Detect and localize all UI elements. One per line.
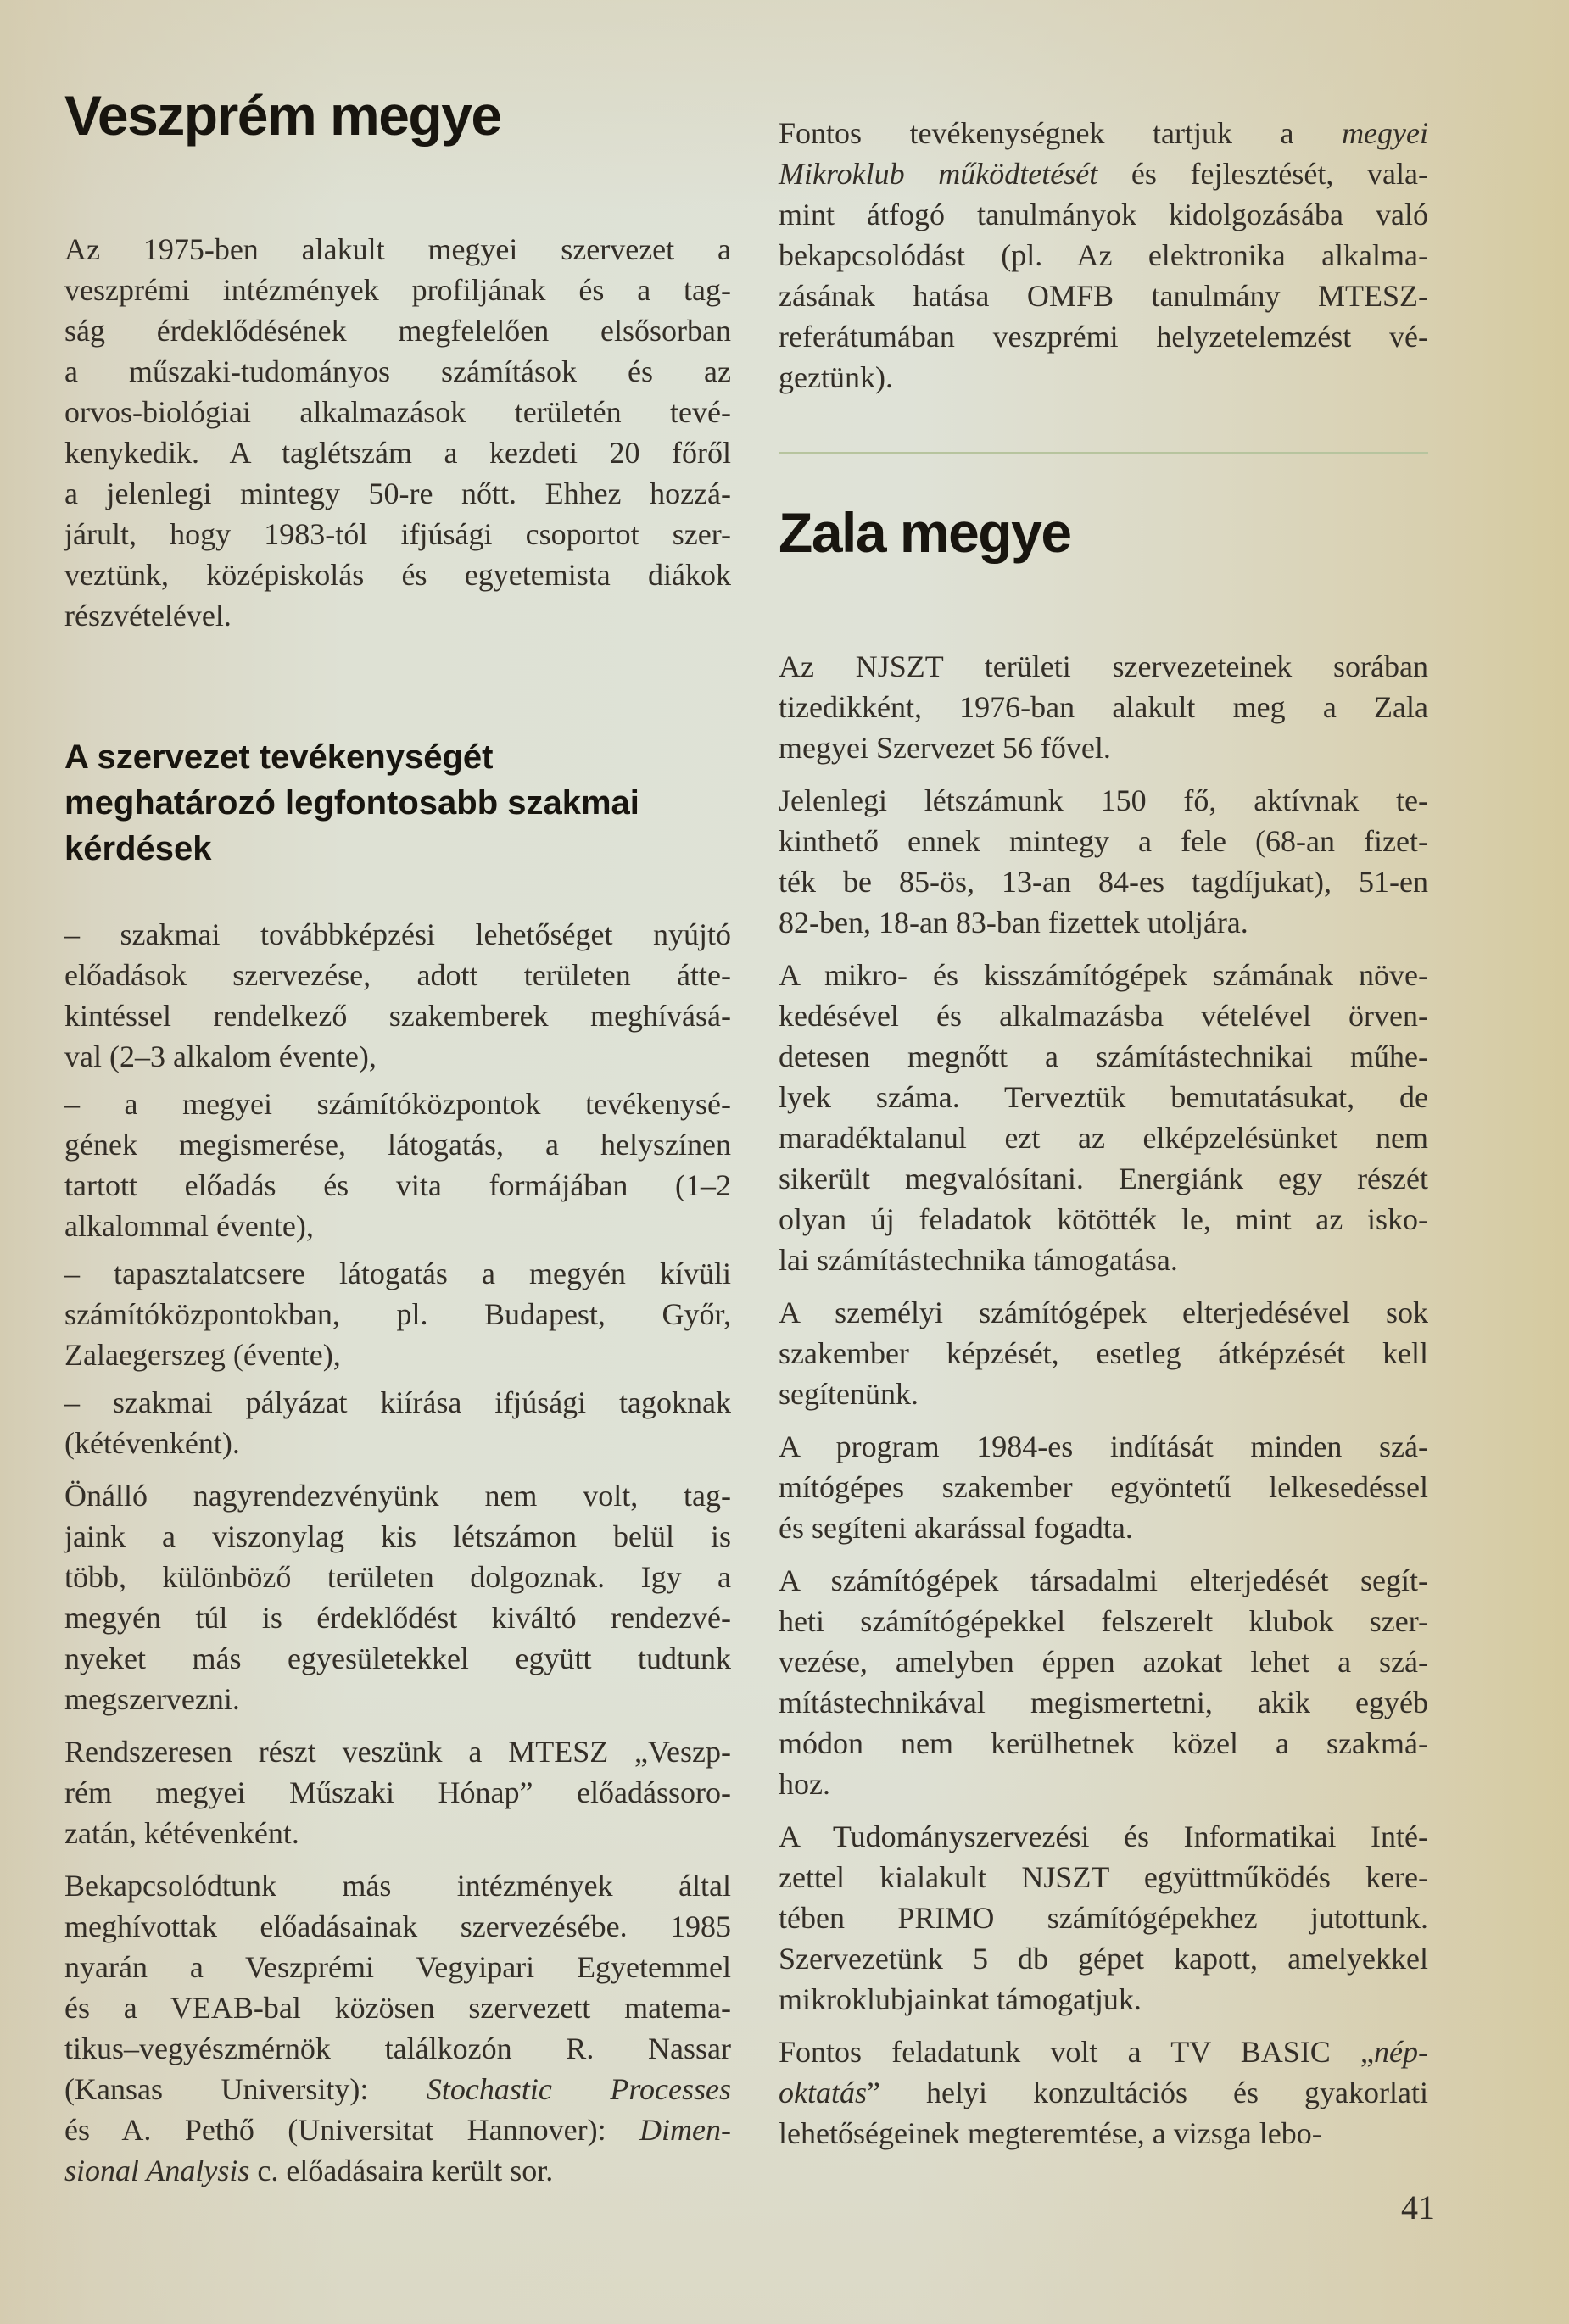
text-line: Mikroklub működtetését és fejlesztését, vala-: [779, 157, 1428, 191]
paragraph: [64, 229, 731, 636]
bullet-item: [64, 1084, 731, 1246]
text-line: Fontos tevékenységnek tartjuk a megyei: [779, 116, 1428, 150]
bullet-item: [64, 914, 731, 1077]
text-line: oktatás” helyi konzultációs és gyakorlati: [779, 2076, 1428, 2109]
text-line: segítenünk.: [779, 1377, 919, 1411]
text-line: mítógépes szakember egyöntetű lelkesedéssel: [779, 1470, 1428, 1504]
text-line: kinthető ennek mintegy a fele (68-an fizet-: [779, 824, 1428, 858]
paragraph: [779, 1560, 1428, 1804]
text-line: hoz.: [779, 1767, 830, 1801]
text-line: sikerült megvalósítani. Energiánk egy részét: [779, 1162, 1428, 1195]
sub-heading-line: meghatározó legfontosabb szakmai: [64, 784, 639, 822]
text-line: zatán, kétévenként.: [64, 1816, 299, 1850]
text-line: lai számítástechnika támogatása.: [779, 1243, 1178, 1277]
text-line: lehetőségeinek megteremtése, a vizsga lebo-: [779, 2116, 1322, 2150]
section-heading: Zala megye: [779, 501, 1071, 564]
text-line: A számítógépek társadalmi elterjedését segít-: [779, 1563, 1428, 1597]
text-line: több, különböző területen dolgoznak. Igy a: [64, 1560, 731, 1594]
text-line: – tapasztalatcsere látogatás a megyén kívüli: [64, 1257, 731, 1290]
sub-heading-line: kérdések: [64, 830, 212, 867]
paragraph: [779, 1426, 1428, 1548]
paragraph: [779, 1816, 1428, 2020]
text-line: megyei Szervezet 56 fővel.: [779, 731, 1111, 765]
text-line: Rendszeresen részt veszünk a MTESZ „Veszp-: [64, 1735, 731, 1769]
text-line: veszprémi intézmények profiljának és a tag-: [64, 273, 731, 307]
text-line: A program 1984-es indítását minden szá-: [779, 1430, 1428, 1463]
text-line: megyén túl is érdeklődést kiváltó rendezvé-: [64, 1601, 731, 1635]
text-line: bekapcsolódást (pl. Az elektronika alkalma-: [779, 238, 1428, 272]
text-line: sional Analysis c. előadásaira került sor.: [64, 2154, 554, 2187]
text-line: (kétévenként).: [64, 1426, 240, 1460]
paragraph: [779, 780, 1428, 943]
text-line: maradéktalanul ezt az elképzelésünket nem: [779, 1121, 1428, 1155]
text-line: olyan új feladatok kötötték le, mint az isko-: [779, 1202, 1428, 1236]
left-column: [64, 83, 731, 2191]
section-heading: Veszprém megye: [64, 84, 501, 147]
paragraph: [779, 646, 1428, 768]
text-line: mint átfogó tanulmányok kidolgozásába való: [779, 198, 1428, 231]
text-line: Zalaegerszeg (évente),: [64, 1338, 341, 1372]
text-line: kedésével és alkalmazásba vételével örven-: [779, 999, 1428, 1033]
text-line: zásának hatása OMFB tanulmány MTESZ-: [779, 279, 1428, 313]
sub-heading-line: A szervezet tevékenységét: [64, 738, 494, 776]
text-line: veztünk, középiskolás és egyetemista diákok: [64, 558, 731, 592]
text-line: Szervezetünk 5 db gépet kapott, amelyekkel: [779, 1942, 1428, 1976]
right-column: [779, 113, 1428, 2154]
text-line: alkalommal évente),: [64, 1209, 314, 1243]
text-line: Jelenlegi létszámunk 150 fő, aktívnak te-: [779, 783, 1428, 817]
text-line: – szakmai továbbképzési lehetőséget nyújtó: [64, 917, 731, 951]
text-line: A Tudományszervezési és Informatikai Inté-: [779, 1820, 1428, 1853]
text-line: orvos-biológiai alkalmazások területén tevé-: [64, 395, 731, 429]
text-line: és a VEAB-bal közösen szervezett matema-: [64, 1991, 731, 2025]
text-line: tartott előadás és vita formájában (1–2: [64, 1168, 731, 1202]
text-line: meghívottak előadásainak szervezésébe. 1985: [64, 1909, 731, 1943]
text-line: – szakmai pályázat kiírása ifjúsági tagoknak: [64, 1385, 731, 1419]
text-line: – a megyei számítóközpontok tevékenysé-: [64, 1087, 731, 1121]
text-line: számítóközpontokban, pl. Budapest, Győr,: [64, 1297, 731, 1331]
paragraph: [779, 1292, 1428, 1414]
paragraph: [779, 955, 1428, 1280]
text-line: val (2–3 alkalom évente),: [64, 1039, 377, 1073]
text-line: Bekapcsolódtunk más intézmények által: [64, 1869, 731, 1903]
text-line: heti számítógépekkel felszerelt klubok szer-: [779, 1604, 1428, 1638]
paragraph: [779, 2031, 1428, 2154]
text-line: megszervezni.: [64, 1682, 240, 1716]
text-line: módon nem kerülhetnek közel a szakmá-: [779, 1726, 1428, 1760]
paragraph: [64, 1475, 731, 1719]
text-line: szakember képzését, esetleg átképzését kell: [779, 1336, 1428, 1370]
text-line: járult, hogy 1983-tól ifjúsági csoportot szer-: [64, 517, 731, 551]
text-line: nyarán a Veszprémi Vegyipari Egyetemmel: [64, 1950, 731, 1984]
text-line: tében PRIMO számítógépekhez jutottunk.: [779, 1901, 1428, 1935]
text-line: a jelenlegi mintegy 50-re nőtt. Ehhez hozzá-: [64, 477, 731, 510]
text-line: előadások szervezése, adott területen átte-: [64, 958, 731, 992]
text-line: kenykedik. A taglétszám a kezdeti 20 főről: [64, 436, 731, 470]
text-line: nyeket más egyesületekkel együtt tudtunk: [64, 1641, 731, 1675]
text-line: zettel kialakult NJSZT együttműködés kere-: [779, 1860, 1428, 1894]
text-line: Fontos feladatunk volt a TV BASIC „nép-: [779, 2035, 1428, 2069]
text-line: geztünk).: [779, 360, 893, 394]
text-line: tikus–vegyészmérnök találkozón R. Nassar: [64, 2031, 731, 2065]
text-line: mikroklubjainkat támogatjuk.: [779, 1982, 1142, 2016]
text-line: referátumában veszprémi helyzetelemzést vé-: [779, 320, 1428, 354]
text-line: jaink a viszonylag kis létszámon belül is: [64, 1519, 731, 1553]
text-line: A mikro- és kisszámítógépek számának növe-: [779, 958, 1428, 992]
text-line: tizedikként, 1976-ban alakult meg a Zala: [779, 690, 1428, 724]
text-line: gének megismerése, látogatás, a helyszínen: [64, 1128, 731, 1162]
text-line: Önálló nagyrendezvényünk nem volt, tag-: [64, 1479, 731, 1513]
text-line: mítástechnikával megismertetni, akik egyéb: [779, 1686, 1428, 1719]
bullet-item: [64, 1382, 731, 1463]
paragraph: [64, 1865, 731, 2191]
text-line: és A. Pethő (Universitat Hannover): Dimen-: [64, 2113, 731, 2147]
text-line: a műszaki-tudományos számítások és az: [64, 354, 731, 388]
text-line: detesen megnőtt a számítástechnikai műhe-: [779, 1039, 1428, 1073]
text-line: lyek száma. Terveztük bemutatásukat, de: [779, 1080, 1428, 1114]
text-line: A személyi számítógépek elterjedésével sok: [779, 1296, 1428, 1329]
page-number: 41: [1401, 2188, 1435, 2226]
text-line: vezése, amelyben éppen azokat lehet a szá-: [779, 1645, 1428, 1679]
text-line: Az NJSZT területi szervezeteinek sorában: [779, 649, 1428, 683]
text-line: rém megyei Műszaki Hónap” előadássoro-: [64, 1775, 731, 1809]
text-line: ság érdeklődésének megfelelően elsősorban: [64, 314, 731, 348]
text-line: és segíteni akarással fogadta.: [779, 1511, 1133, 1545]
paragraph: [64, 1731, 731, 1853]
text-line: Az 1975-ben alakult megyei szervezet a: [64, 232, 731, 266]
bullet-item: [64, 1253, 731, 1375]
sub-heading: [64, 734, 731, 872]
text-line: részvételével.: [64, 599, 232, 633]
column-divider: [779, 452, 1428, 454]
text-line: 82-ben, 18-an 83-ban fizettek utoljára.: [779, 906, 1248, 939]
text-line: ték be 85-ös, 13-an 84-es tagdíjukat), 51-en: [779, 865, 1428, 899]
paragraph: [779, 113, 1428, 398]
text-line: (Kansas University): Stochastic Processes: [64, 2072, 731, 2106]
text-line: kintéssel rendelkező szakemberek meghívásá-: [64, 999, 731, 1033]
